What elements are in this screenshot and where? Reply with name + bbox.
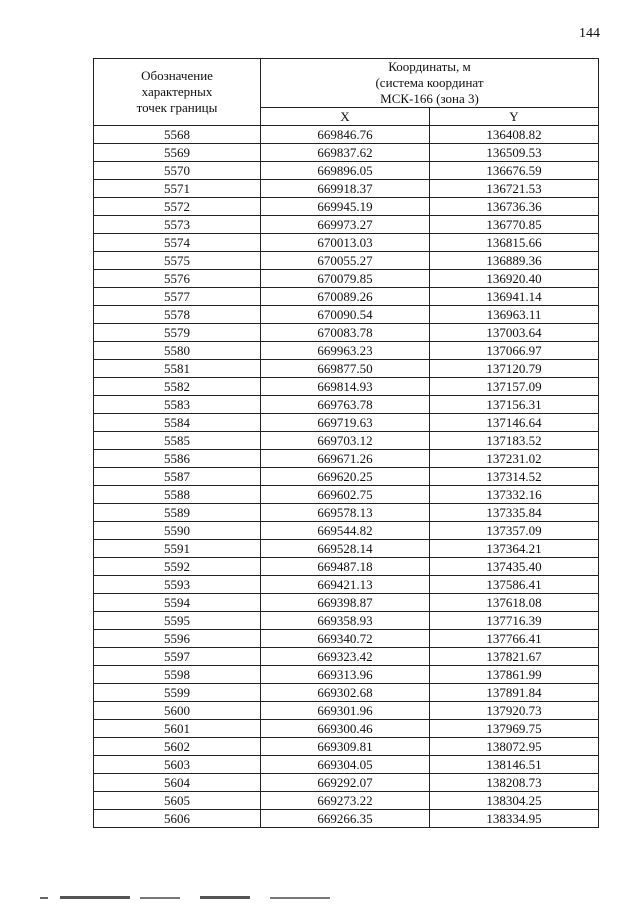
table-row	[94, 324, 599, 342]
x-coordinate-cell: 669837.62	[261, 144, 430, 162]
y-coordinate-cell: 137618.08	[430, 594, 599, 612]
x-coordinate-cell: 669300.46	[261, 720, 430, 738]
x-coordinate-cell: 669273.22	[261, 792, 430, 810]
point-header-line-1: Обозначение	[141, 68, 213, 83]
x-coordinate-cell: 670079.85	[261, 270, 430, 288]
x-coordinate-cell: 670055.27	[261, 252, 430, 270]
table-row	[94, 774, 599, 792]
y-coordinate-cell: 137003.64	[430, 324, 599, 342]
point-cell: 5590	[94, 522, 261, 540]
y-coordinate-cell: 136736.36	[430, 198, 599, 216]
table-row	[94, 738, 599, 756]
y-coordinate-cell: 137335.84	[430, 504, 599, 522]
y-coordinate-cell: 137231.02	[430, 450, 599, 468]
x-coordinate-cell: 669304.05	[261, 756, 430, 774]
y-column-header: Y	[430, 108, 599, 126]
y-coordinate-cell: 137716.39	[430, 612, 599, 630]
table-row	[94, 378, 599, 396]
x-column-header: X	[261, 108, 430, 126]
x-coordinate-cell: 669963.23	[261, 342, 430, 360]
coords-header-line-1: Координаты, м	[388, 59, 471, 74]
x-coordinate-cell: 669301.96	[261, 702, 430, 720]
y-coordinate-cell: 136408.82	[430, 126, 599, 144]
point-cell: 5583	[94, 396, 261, 414]
x-coordinate-cell: 669877.50	[261, 360, 430, 378]
y-coordinate-cell: 137364.21	[430, 540, 599, 558]
y-coordinate-cell: 136889.36	[430, 252, 599, 270]
x-coordinate-cell: 669302.68	[261, 684, 430, 702]
x-coordinate-cell: 670083.78	[261, 324, 430, 342]
table-row	[94, 558, 599, 576]
y-coordinate-cell: 137891.84	[430, 684, 599, 702]
y-coordinate-cell: 137332.16	[430, 486, 599, 504]
table-row	[94, 144, 599, 162]
table-row	[94, 216, 599, 234]
x-coordinate-cell: 670089.26	[261, 288, 430, 306]
y-coordinate-cell: 136920.40	[430, 270, 599, 288]
point-cell: 5571	[94, 180, 261, 198]
point-cell: 5591	[94, 540, 261, 558]
coords-header-line-3: МСК-166 (зона 3)	[380, 91, 479, 106]
table-row	[94, 198, 599, 216]
table-row	[94, 162, 599, 180]
table-row	[94, 666, 599, 684]
x-coordinate-cell: 669602.75	[261, 486, 430, 504]
table-row	[94, 648, 599, 666]
point-cell: 5574	[94, 234, 261, 252]
coordinates-table	[93, 58, 599, 828]
point-cell: 5599	[94, 684, 261, 702]
y-coordinate-cell: 137586.41	[430, 576, 599, 594]
table-row	[94, 810, 599, 828]
x-coordinate-cell: 669945.19	[261, 198, 430, 216]
x-coordinate-cell: 669846.76	[261, 126, 430, 144]
table-row	[94, 504, 599, 522]
point-cell: 5592	[94, 558, 261, 576]
table-row	[94, 270, 599, 288]
table-header	[94, 59, 599, 126]
y-coordinate-cell: 138146.51	[430, 756, 599, 774]
point-cell: 5573	[94, 216, 261, 234]
y-coordinate-cell: 137920.73	[430, 702, 599, 720]
y-coordinate-cell: 137766.41	[430, 630, 599, 648]
x-coordinate-cell: 670013.03	[261, 234, 430, 252]
x-coordinate-cell: 669309.81	[261, 738, 430, 756]
y-coordinate-cell: 137183.52	[430, 432, 599, 450]
x-coordinate-cell: 669918.37	[261, 180, 430, 198]
y-coordinate-cell: 137156.31	[430, 396, 599, 414]
y-coordinate-cell: 138072.95	[430, 738, 599, 756]
point-cell: 5570	[94, 162, 261, 180]
y-coordinate-cell: 136721.53	[430, 180, 599, 198]
point-cell: 5568	[94, 126, 261, 144]
table-row	[94, 432, 599, 450]
point-cell: 5575	[94, 252, 261, 270]
point-cell: 5603	[94, 756, 261, 774]
table-body	[94, 126, 599, 828]
point-cell: 5604	[94, 774, 261, 792]
x-coordinate-cell: 669578.13	[261, 504, 430, 522]
point-header-line-2: характерных	[141, 84, 213, 99]
point-cell: 5579	[94, 324, 261, 342]
table-row	[94, 630, 599, 648]
point-cell: 5594	[94, 594, 261, 612]
point-cell: 5588	[94, 486, 261, 504]
y-coordinate-cell: 136770.85	[430, 216, 599, 234]
y-coordinate-cell: 136815.66	[430, 234, 599, 252]
x-coordinate-cell: 669487.18	[261, 558, 430, 576]
point-cell: 5585	[94, 432, 261, 450]
point-cell: 5593	[94, 576, 261, 594]
table-row	[94, 252, 599, 270]
footer-redacted-text	[40, 895, 380, 901]
y-coordinate-cell: 137435.40	[430, 558, 599, 576]
y-coordinate-cell: 138334.95	[430, 810, 599, 828]
point-cell: 5589	[94, 504, 261, 522]
x-coordinate-cell: 669421.13	[261, 576, 430, 594]
table-row	[94, 486, 599, 504]
point-header-line-3: точек границы	[136, 100, 218, 115]
x-coordinate-cell: 669292.07	[261, 774, 430, 792]
x-coordinate-cell: 669358.93	[261, 612, 430, 630]
table-row	[94, 396, 599, 414]
point-cell: 5578	[94, 306, 261, 324]
point-cell: 5576	[94, 270, 261, 288]
table-row	[94, 414, 599, 432]
point-cell: 5569	[94, 144, 261, 162]
y-coordinate-cell: 136941.14	[430, 288, 599, 306]
y-coordinate-cell: 136509.53	[430, 144, 599, 162]
y-coordinate-cell: 137969.75	[430, 720, 599, 738]
x-coordinate-cell: 669323.42	[261, 648, 430, 666]
x-coordinate-cell: 669313.96	[261, 666, 430, 684]
table-row	[94, 234, 599, 252]
table-row	[94, 756, 599, 774]
table-row	[94, 576, 599, 594]
x-coordinate-cell: 669896.05	[261, 162, 430, 180]
point-cell: 5584	[94, 414, 261, 432]
point-cell: 5581	[94, 360, 261, 378]
table-row	[94, 684, 599, 702]
x-coordinate-cell: 669763.78	[261, 396, 430, 414]
point-cell: 5597	[94, 648, 261, 666]
point-cell: 5596	[94, 630, 261, 648]
y-coordinate-cell: 137120.79	[430, 360, 599, 378]
point-cell: 5600	[94, 702, 261, 720]
point-cell: 5601	[94, 720, 261, 738]
y-coordinate-cell: 137066.97	[430, 342, 599, 360]
point-cell: 5606	[94, 810, 261, 828]
table-row	[94, 342, 599, 360]
table-row	[94, 702, 599, 720]
x-coordinate-cell: 669620.25	[261, 468, 430, 486]
y-coordinate-cell: 137861.99	[430, 666, 599, 684]
y-coordinate-cell: 137146.64	[430, 414, 599, 432]
page-number: 144	[579, 26, 600, 41]
table-row	[94, 288, 599, 306]
x-coordinate-cell: 670090.54	[261, 306, 430, 324]
x-coordinate-cell: 669973.27	[261, 216, 430, 234]
y-coordinate-cell: 137314.52	[430, 468, 599, 486]
table-row	[94, 126, 599, 144]
y-coordinate-cell: 138208.73	[430, 774, 599, 792]
y-coordinate-cell: 137357.09	[430, 522, 599, 540]
table-row	[94, 594, 599, 612]
point-cell: 5598	[94, 666, 261, 684]
table-row	[94, 720, 599, 738]
table-row	[94, 522, 599, 540]
table-row	[94, 792, 599, 810]
y-coordinate-cell: 136676.59	[430, 162, 599, 180]
point-cell: 5577	[94, 288, 261, 306]
coordinates-header	[261, 59, 599, 108]
point-designation-header	[94, 59, 261, 126]
table-row	[94, 450, 599, 468]
point-cell: 5580	[94, 342, 261, 360]
x-coordinate-cell: 669398.87	[261, 594, 430, 612]
table-row	[94, 360, 599, 378]
x-coordinate-cell: 669266.35	[261, 810, 430, 828]
y-coordinate-cell: 137821.67	[430, 648, 599, 666]
x-coordinate-cell: 669340.72	[261, 630, 430, 648]
table-row	[94, 180, 599, 198]
y-coordinate-cell: 136963.11	[430, 306, 599, 324]
y-coordinate-cell: 137157.09	[430, 378, 599, 396]
point-cell: 5586	[94, 450, 261, 468]
table-row	[94, 612, 599, 630]
x-coordinate-cell: 669671.26	[261, 450, 430, 468]
point-cell: 5595	[94, 612, 261, 630]
x-coordinate-cell: 669719.63	[261, 414, 430, 432]
x-coordinate-cell: 669814.93	[261, 378, 430, 396]
x-coordinate-cell: 669528.14	[261, 540, 430, 558]
point-cell: 5572	[94, 198, 261, 216]
x-coordinate-cell: 669544.82	[261, 522, 430, 540]
coords-header-line-2: (система координат	[375, 75, 484, 90]
table-row	[94, 540, 599, 558]
point-cell: 5582	[94, 378, 261, 396]
point-cell: 5602	[94, 738, 261, 756]
table-row	[94, 468, 599, 486]
point-cell: 5587	[94, 468, 261, 486]
table-row	[94, 306, 599, 324]
x-coordinate-cell: 669703.12	[261, 432, 430, 450]
point-cell: 5605	[94, 792, 261, 810]
y-coordinate-cell: 138304.25	[430, 792, 599, 810]
